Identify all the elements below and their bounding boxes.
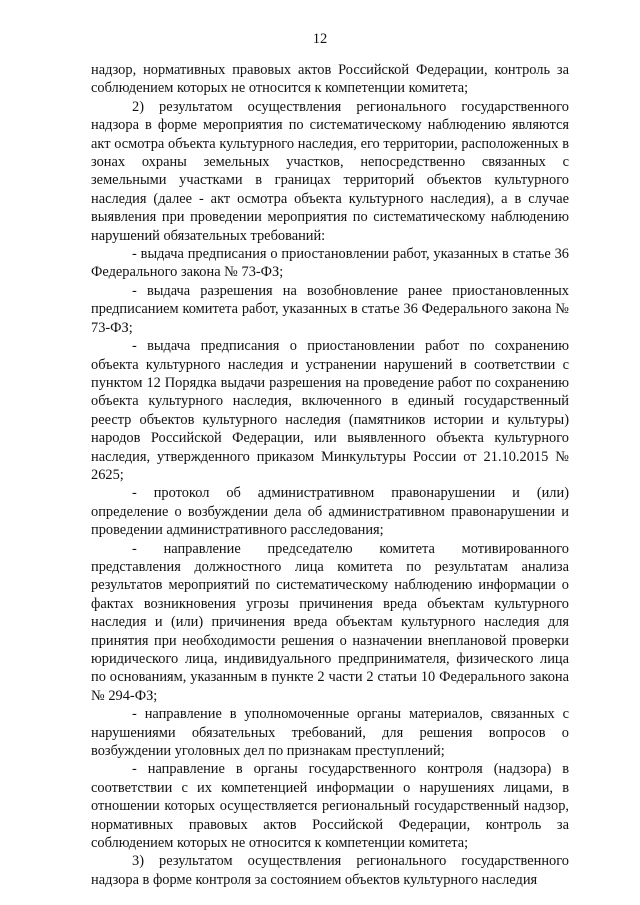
paragraph-bullet: - направление председателю комитета мотивированного представления должностного лица комитета по результатам анализа результатов мероприятий по систематическому наблюдению информации о фактах возникновения угрозы причинения вреда объектам культурного наследия и (или) причинения вреда объектам культурного наследия для принятия при необходимости решения о назначении внеплановой проверки юридического лица, индивидуального предпринимателя, физического лица по основаниям, указанным в пункте 2 части 2 статьи 10 Федерального закона № 294-ФЗ; <box>91 540 569 704</box>
paragraph-bullet: - протокол об административном правонарушении и (или) определение о возбуждении дела об административном правонарушении и проведении административного расследования; <box>91 485 569 539</box>
paragraph-item-3: 3) результатом осуществления регионального государственного надзора в форме контроля за состоянием объектов культурного наследия <box>91 853 569 888</box>
page-number: 12 <box>312 31 328 47</box>
paragraph-bullet: - направление в органы государственного контроля (надзора) в соответствии с их компетенцией информации о нарушениях лицами, в отношении которых осуществляется региональный государственный надзор, нормативных правовых актов Российской Федерации, контроль за соблюдением которых не относится к компетенции комитета; <box>91 761 569 852</box>
document-body <box>91 61 569 889</box>
paragraph-item-2: 2) результатом осуществления регионального государственного надзора в форме мероприятия по систематическому наблюдению являются акт осмотра объекта культурного наследия, его территории, расположенных в зонах охраны земельных участков, непосредственно связанных с земельными участками в границах территорий объектов культурного наследия (далее - акт осмотра объекта культурного наследия), а в случае выявления при проведении мероприятия по систематическому наблюдению нарушений обязательных требований: <box>91 98 569 244</box>
paragraph-continuation: надзор, нормативных правовых актов Российской Федерации, контроль за соблюдением которых не относится к компетенции комитета; <box>91 62 569 97</box>
paragraph-bullet: - направление в уполномоченные органы материалов, связанных с нарушениями обязательных требований, для решения вопросов о возбуждении уголовных дел по признакам преступлений; <box>91 706 569 760</box>
paragraph-bullet: - выдача разрешения на возобновление ранее приостановленных предписанием комитета работ, указанных в статье 36 Федерального закона № 73-ФЗ; <box>91 282 569 336</box>
paragraph-bullet: - выдача предписания о приостановлении работ по сохранению объекта культурного наследия и устранении нарушений в соответствии с пунктом 12 Порядка выдачи разрешения на проведение работ по сохранению объекта культурного наследия, включенного в единый государственный реестр объектов культурного наследия (памятников истории и культуры) народов Российской Федерации, или выявленного объекта культурного наследия, утвержденного приказом Минкультуры России от 21.10.2015 № 2625; <box>91 338 569 483</box>
paragraph-bullet: - выдача предписания о приостановлении работ, указанных в статье 36 Федерального закона № 73-ФЗ; <box>91 246 569 281</box>
